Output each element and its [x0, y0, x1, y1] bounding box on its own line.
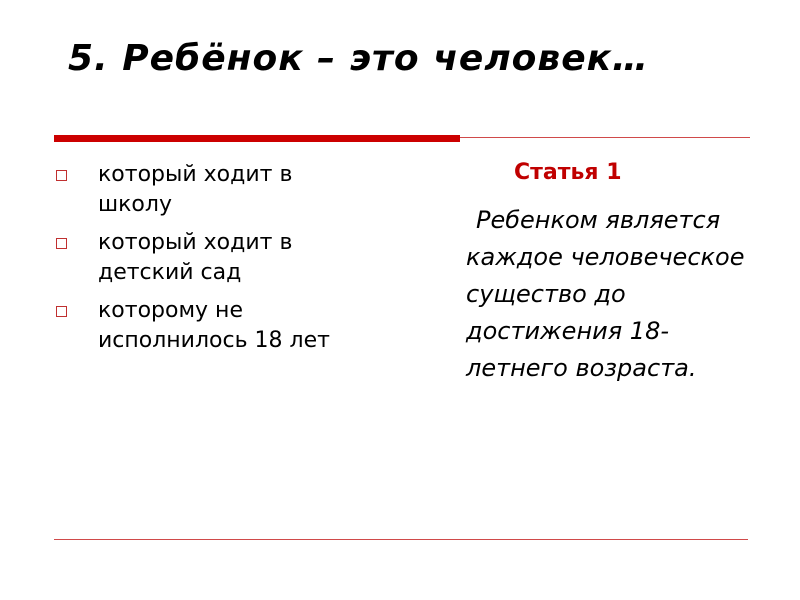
bullet-item [54, 296, 364, 356]
bullet-text: которому не исполнилось 18 лет [98, 298, 330, 353]
title-underline-thin [460, 137, 750, 138]
bullet-item [54, 160, 364, 220]
bullet-text: который ходит в детский сад [98, 230, 293, 285]
article-heading: Статья 1 [514, 160, 622, 185]
bullet-item [54, 228, 364, 288]
bottom-divider [54, 539, 748, 540]
slide-title: 5. Ребёнок – это человек… [68, 38, 650, 79]
checkbox-icon [56, 238, 67, 249]
bullet-text: который ходит в школу [98, 162, 293, 217]
article-text: Ребенком является каждое человеческое существо до достижения 18-летнего возраста. [466, 206, 745, 382]
checkbox-icon [56, 306, 67, 317]
checkbox-icon [56, 170, 67, 181]
bullet-list [54, 160, 364, 364]
title-underline-thick [54, 135, 460, 142]
